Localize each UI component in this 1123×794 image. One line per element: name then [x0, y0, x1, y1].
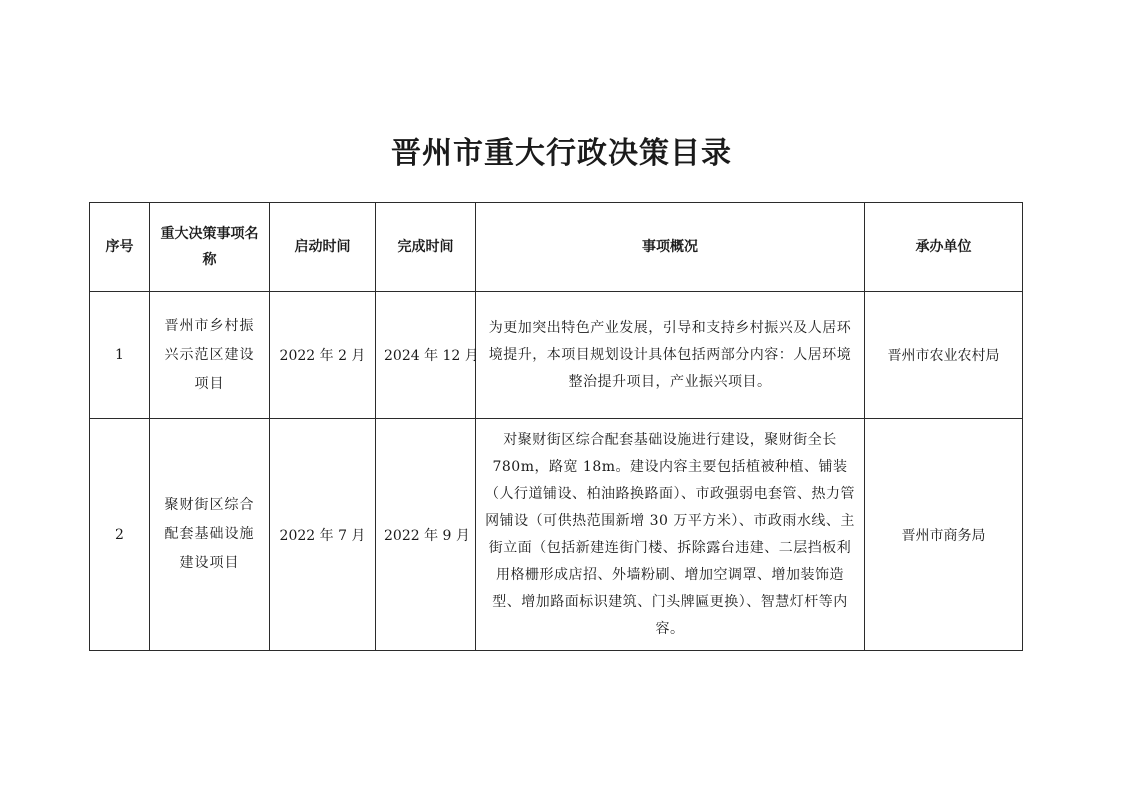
row-end: 2022 年 9 月	[376, 419, 476, 651]
row-index: 1	[90, 292, 150, 419]
row-unit: 晋州市商务局	[865, 419, 1023, 651]
header-index: 序号	[90, 203, 150, 292]
header-name: 重大决策事项名称	[150, 203, 270, 292]
row-start: 2022 年 7 月	[270, 419, 376, 651]
row-index: 2	[90, 419, 150, 651]
header-unit: 承办单位	[865, 203, 1023, 292]
decision-table	[89, 202, 1023, 651]
row-end: 2024 年 12 月	[376, 292, 476, 419]
header-summary: 事项概况	[476, 203, 865, 292]
page-title: 晋州市重大行政决策目录	[391, 136, 732, 171]
header-start: 启动时间	[270, 203, 376, 292]
row-summary: 对聚财街区综合配套基础设施进行建设，聚财街全长780m，路宽 18m。建设内容主要包括植被种植、铺装（人行道铺设、柏油路换路面）、市政强弱电套管、热力管网铺设（可供热范围新增 30 万平方米）、市政雨水线、主街立面（包括新建连街门楼、拆除露台违建、二层挡板利用格栅形成店招、外墙粉刷、增加空调罩、增加装饰造型、增加路面标识建筑、门头牌匾更换）、智慧灯杆等内容。	[476, 419, 865, 651]
table-row	[90, 419, 1023, 651]
table-row	[90, 292, 1023, 419]
row-start: 2022 年 2 月	[270, 292, 376, 419]
row-summary: 为更加突出特色产业发展，引导和支持乡村振兴及人居环境提升，本项目规划设计具体包括两部分内容：人居环境整治提升项目，产业振兴项目。	[476, 292, 865, 419]
row-name: 聚财街区综合配套基础设施建设项目	[150, 419, 270, 651]
header-end: 完成时间	[376, 203, 476, 292]
row-name: 晋州市乡村振兴示范区建设项目	[150, 292, 270, 419]
row-unit: 晋州市农业农村局	[865, 292, 1023, 419]
table-header-row	[90, 203, 1023, 292]
